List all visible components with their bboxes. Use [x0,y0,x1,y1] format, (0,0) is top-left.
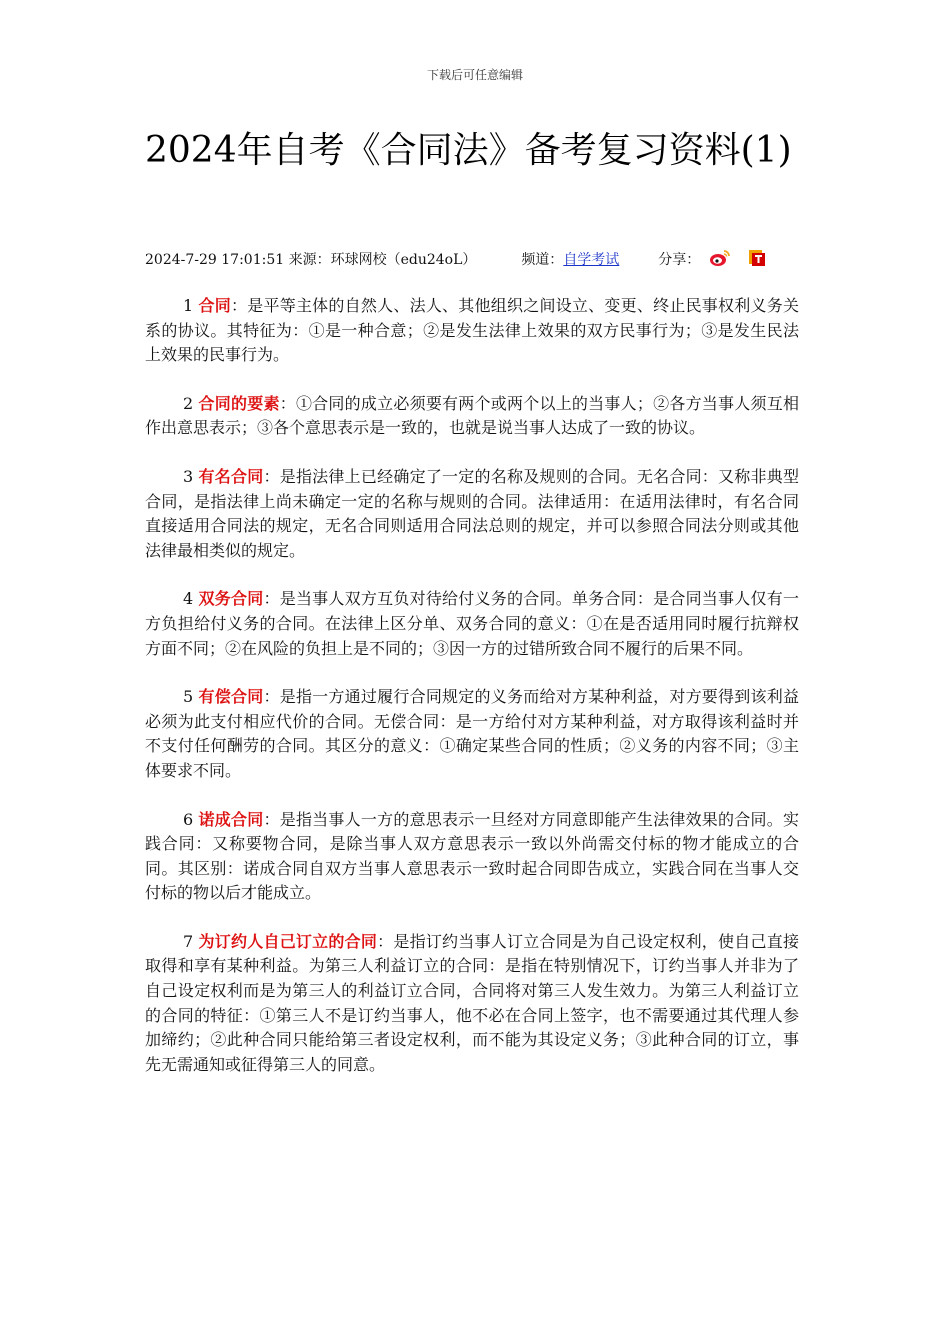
term-highlight: 有偿合同 [198,687,264,707]
paragraph-2: 2 合同的要素：①合同的成立必须要有两个或两个以上的当事人；②各方当事人须互相作出意思表示；③各个意思表示是一致的，也就是说当事人达成了一致的协议。 [145,393,799,438]
term-highlight: 合同 [198,296,231,315]
article-meta [145,249,825,269]
paragraph-5: 5 有偿合同：是指一方通过履行合同规定的义务而给对方某种利益，对方要得到该利益必须为此支付相应代价的合同。无偿合同：是一方给付对方某种利益，对方取得该利益时并不支付任何酬劳的合同。其区分的意义：①确定某些合同的性质；②义务的内容不同；③主体要求不同。 [145,687,799,780]
weibo-share-icon[interactable] [709,249,729,267]
term-highlight: 为订约人自己订立的合同 [198,931,378,951]
term-highlight: 双务合同 [198,589,264,609]
share-label: 分享： [658,252,701,268]
page-title: 2024年自考《合同法》备考复习资料(1) [145,130,792,171]
term-highlight: 诺成合同 [198,809,264,829]
article-body [145,294,799,1101]
publish-datetime: 2024-7-29 17:01:51 [145,252,285,268]
channel-link[interactable]: 自学考试 [563,252,620,268]
paragraph-4: 4 双务合同：是当事人双方互负对待给付义务的合同。单务合同：是合同当事人仅有一方负担给付义务的合同。在法律上区分单、双务合同的意义：①在是否适用同时履行抗辩权方面不同；②在风险的负担上是不同的；③因一方的过错所致合同不履行的后果不同。 [145,589,799,658]
paragraph-6: 6 诺成合同：是指当事人一方的意思表示一旦经对方同意即能产生法律效果的合同。实践合同：又称要物合同，是除当事人双方意思表示一致以外尚需交付标的物才能成立的合同。其区别：诺成合同自双方当事人意思表示一致时起合同即告成立，实践合同在当事人交付标的物以后才能成立。 [145,809,799,903]
term-highlight: 合同的要素 [198,393,280,413]
header-note: 下载后可任意编辑 [426,68,523,82]
term-highlight: 有名合同 [198,466,264,486]
paragraph-7: 7 为订约人自己订立的合同：是指订约当事人订立合同是为自己设定权利，使自己直接取得和享有某种利益。为第三人利益订立的合同：是指在特别情况下，订约当事人并非为了自己设定权利而是为第三人的利益订立合同，合同将对第三人发生效力。为第三人利益订立的合同的特征：①第三人不是订约当事人，他不必在合同上签字，也不需要通过其代理人参加缔约；②此种合同只能给第三者设定权利，而不能为其设定义务；③此种合同的订立，事先无需通知或征得第三人的同意。 [145,931,799,1074]
paragraph-1: 1 合同：是平等主体的自然人、法人、其他组织之间设立、变更、终止民事权利义务关系的协议。其特征为：①是一种合意；②是发生法律上效果的双方民事行为；③是发生民法上效果的民事行为。 [145,296,799,365]
channel-label: 频道： [521,252,564,268]
article-source: 来源：环球网校（edu24oL） [288,252,477,268]
tencent-share-icon[interactable] [747,249,767,267]
paragraph-3: 3 有名合同：是指法律上已经确定了一定的名称及规则的合同。无名合同：又称非典型合同，是指法律上尚未确定一定的名称与规则的合同。法律适用：在适用法律时，有名合同直接适用合同法的规定，无名合同则适用合同法总则的规定，并可以参照合同法分则或其他法律最相类似的规定。 [145,466,799,560]
